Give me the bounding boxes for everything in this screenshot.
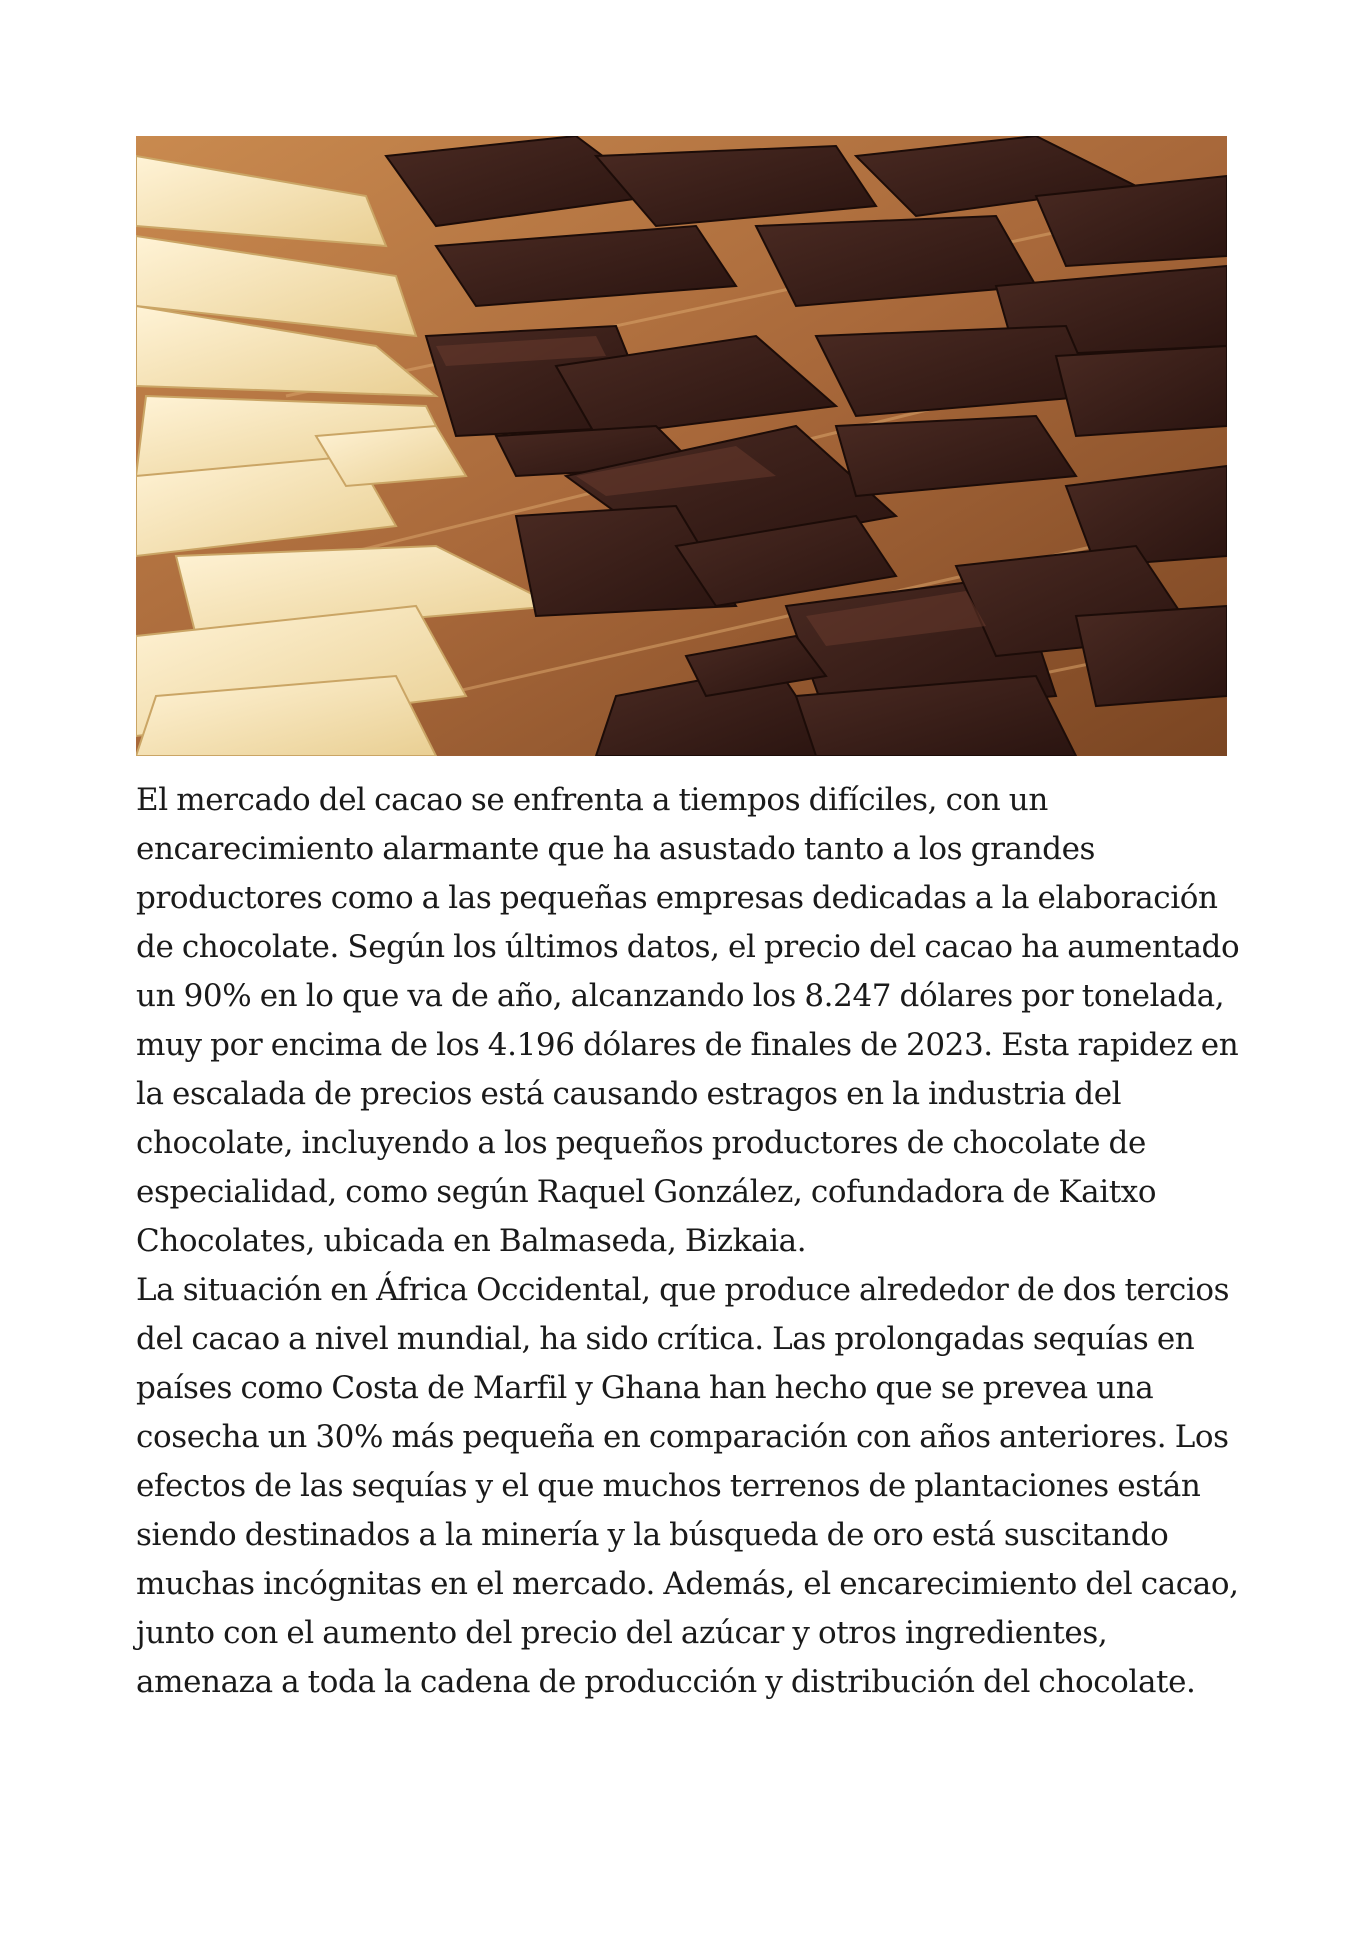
article-paragraph-1: El mercado del cacao se enfrenta a tiempos difíciles, con un encarecimiento alarmante que ha asustado tanto a los grandes productores como a las pequeñas empresas dedicadas a la elaboración de chocolate. Según los últimos datos, el precio del cacao ha aumentado un 90% en lo que va de año, alcanzando los 8.247 dólares por tonelada, muy por encima de los 4.196 dólares de finales de 2023. Esta rapidez en la escalada de precios está causando estragos en la industria del chocolate, incluyendo a los pequeños productores de chocolate de especialidad, como según Raquel González, cofundadora de Kaitxo Chocolates, ubicada en Balmaseda, Bizkaia. bbox=[136, 782, 1240, 1259]
article-paragraph-2: La situación en África Occidental, que produce alrededor de dos tercios del cacao a nivel mundial, ha sido crítica. Las prolongadas sequías en países como Costa de Marfil y Ghana han hecho que se prevea una cosecha un 30% más pequeña en comparación con años anteriores. Los efectos de las sequías y el que muchos terrenos de plantaciones están siendo destinados a la minería y la búsqueda de oro está suscitando muchas incógnitas en el mercado. Además, el encarecimiento del cacao, junto con el aumento del precio del azúcar y otros ingredientes, amenaza a toda la cadena de producción y distribución del chocolate. bbox=[136, 1272, 1239, 1700]
article-body bbox=[136, 776, 1246, 1707]
chocolate-photo bbox=[136, 136, 1227, 756]
